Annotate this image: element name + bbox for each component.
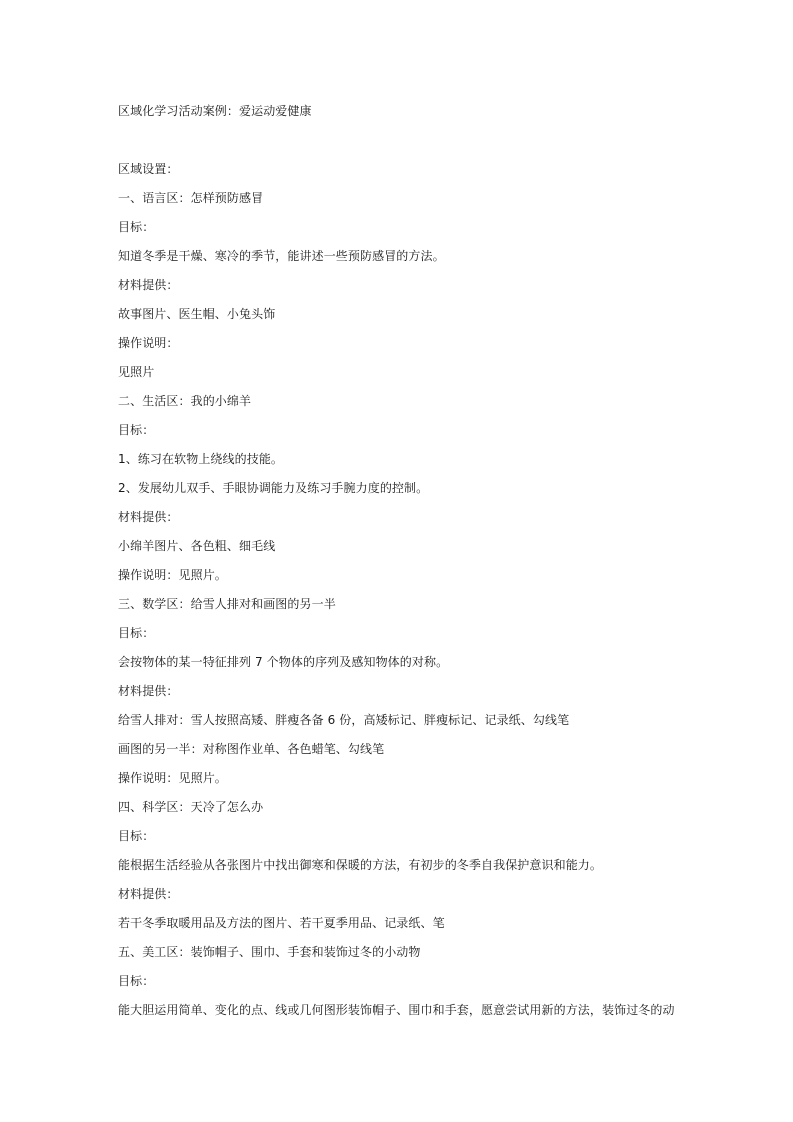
section-heading-science: 四、科学区：天冷了怎么办	[118, 800, 264, 814]
setup-heading: 区域设置：	[118, 162, 179, 176]
paragraph: 能根据生活经验从各张图片中找出御寒和保暖的方法，有初步的冬季自我保护意识和能力。	[118, 858, 603, 872]
paragraph: 2、发展幼儿双手、手眼协调能力及练习手腕力度的控制。	[118, 481, 429, 495]
paragraph: 故事图片、医生帽、小兔头饰	[118, 307, 276, 321]
paragraph: 知道冬季是干燥、寒冷的季节，能讲述一些预防感冒的方法。	[118, 249, 445, 263]
goal-label: 目标：	[118, 220, 155, 234]
paragraph: 1、练习在软物上绕线的技能。	[118, 452, 284, 466]
section-heading-language: 一、语言区：怎样预防感冒	[118, 191, 264, 205]
materials-label: 材料提供：	[118, 887, 179, 901]
goal-label: 目标：	[118, 974, 155, 988]
paragraph: 见照片	[118, 365, 155, 379]
paragraph: 给雪人排对：雪人按照高矮、胖瘦各备 6 份，高矮标记、胖瘦标记、记录纸、勾线笔	[118, 713, 570, 727]
instructions-label: 操作说明：	[118, 336, 179, 350]
section-heading-math: 三、数学区：给雪人排对和画图的另一半	[118, 597, 336, 611]
paragraph: 画图的另一半：对称图作业单、各色蜡笔、勾线笔	[118, 742, 385, 756]
materials-label: 材料提供：	[118, 684, 179, 698]
paragraph: 小绵羊图片、各色粗、细毛线	[118, 539, 276, 553]
paragraph: 能大胆运用简单、变化的点、线或几何图形装饰帽子、围巾和手套，愿意尝试用新的方法，装饰过冬的动	[118, 1003, 675, 1017]
section-heading-art: 五、美工区：装饰帽子、围巾、手套和装饰过冬的小动物	[118, 945, 421, 959]
goal-label: 目标：	[118, 423, 155, 437]
materials-label: 材料提供：	[118, 278, 179, 292]
paragraph: 操作说明：见照片。	[118, 568, 227, 582]
document-title: 区域化学习活动案例：爱运动爱健康	[118, 104, 312, 118]
paragraph: 会按物体的某一特征排列 7 个物体的序列及感知物体的对称。	[118, 655, 449, 669]
goal-label: 目标：	[118, 626, 155, 640]
paragraph: 若干冬季取暖用品及方法的图片、若干夏季用品、记录纸、笔	[118, 916, 445, 930]
section-heading-life: 二、生活区：我的小绵羊	[118, 394, 252, 408]
materials-label: 材料提供：	[118, 510, 179, 524]
paragraph: 操作说明：见照片。	[118, 771, 227, 785]
goal-label: 目标：	[118, 829, 155, 843]
